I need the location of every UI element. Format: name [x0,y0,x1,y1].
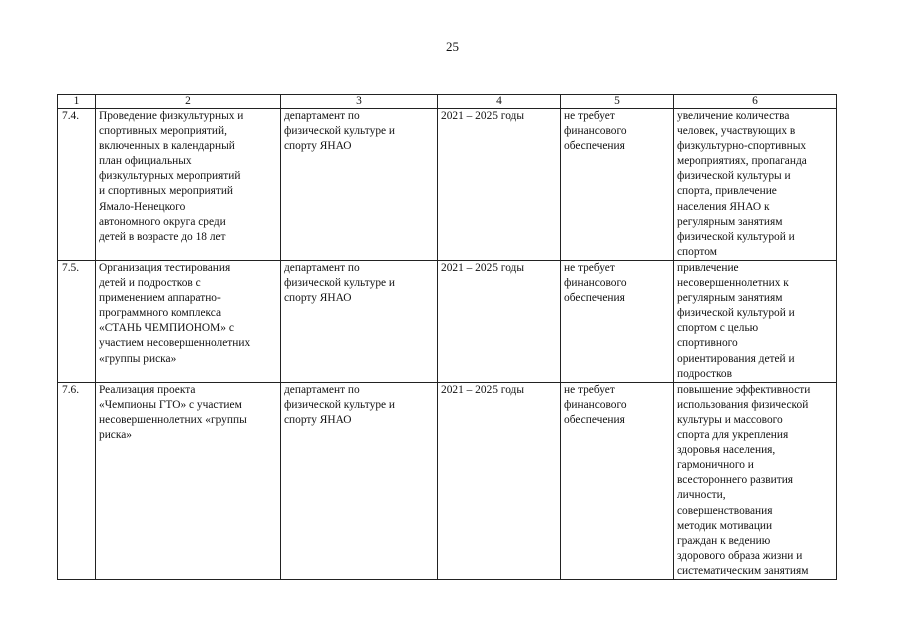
table-row [58,261,837,383]
row-number: 7.6. [58,382,96,579]
row-number: 7.4. [58,109,96,261]
header-cell: 4 [438,95,561,109]
result-cell: повышение эффективности использования физической культуры и массового спорта для укрепления здоровья населения, гармоничного и всестороннего развития личности, совершенствования методик мотивации граждан к ведению здорового образа жизни и систематическим занятиям [674,382,837,579]
header-cell: 1 [58,95,96,109]
measures-table [57,94,837,580]
funding-cell: не требует финансового обеспечения [561,261,674,383]
activity-cell: Реализация проекта «Чемпионы ГТО» с участием несовершеннолетних «группы риска» [96,382,281,579]
header-cell: 6 [674,95,837,109]
row-number: 7.5. [58,261,96,383]
activity-cell: Организация тестирования детей и подростков с применением аппаратно- программного комплекса «СТАНЬ ЧЕМПИОНОМ» с участием несовершеннолетних «группы риска» [96,261,281,383]
activity-cell: Проведение физкультурных и спортивных мероприятий, включенных в календарный план официальных физкультурных мероприятий и спортивных мероприятий Ямало-Ненецкого автономного округа среди детей в возрасте до 18 лет [96,109,281,261]
header-cell: 3 [281,95,438,109]
period-cell: 2021 – 2025 годы [438,109,561,261]
period-cell: 2021 – 2025 годы [438,382,561,579]
executor-cell: департамент по физической культуре и спорту ЯНАО [281,261,438,383]
header-cell: 2 [96,95,281,109]
result-cell: привлечение несовершеннолетних к регулярным занятиям физической культурой и спортом с целью спортивного ориентирования детей и подростков [674,261,837,383]
period-cell: 2021 – 2025 годы [438,261,561,383]
page-number: 25 [446,39,459,54]
executor-cell: департамент по физической культуре и спорту ЯНАО [281,109,438,261]
table-row [58,109,837,261]
funding-cell: не требует финансового обеспечения [561,382,674,579]
header-cell: 5 [561,95,674,109]
header-row [58,95,837,109]
table-row [58,382,837,579]
executor-cell: департамент по физической культуре и спорту ЯНАО [281,382,438,579]
result-cell: увеличение количества человек, участвующих в физкультурно-спортивных мероприятиях, пропаганда физической культуры и спорта, привлечение населения ЯНАО к регулярным занятиям физической культурой и спортом [674,109,837,261]
funding-cell: не требует финансового обеспечения [561,109,674,261]
